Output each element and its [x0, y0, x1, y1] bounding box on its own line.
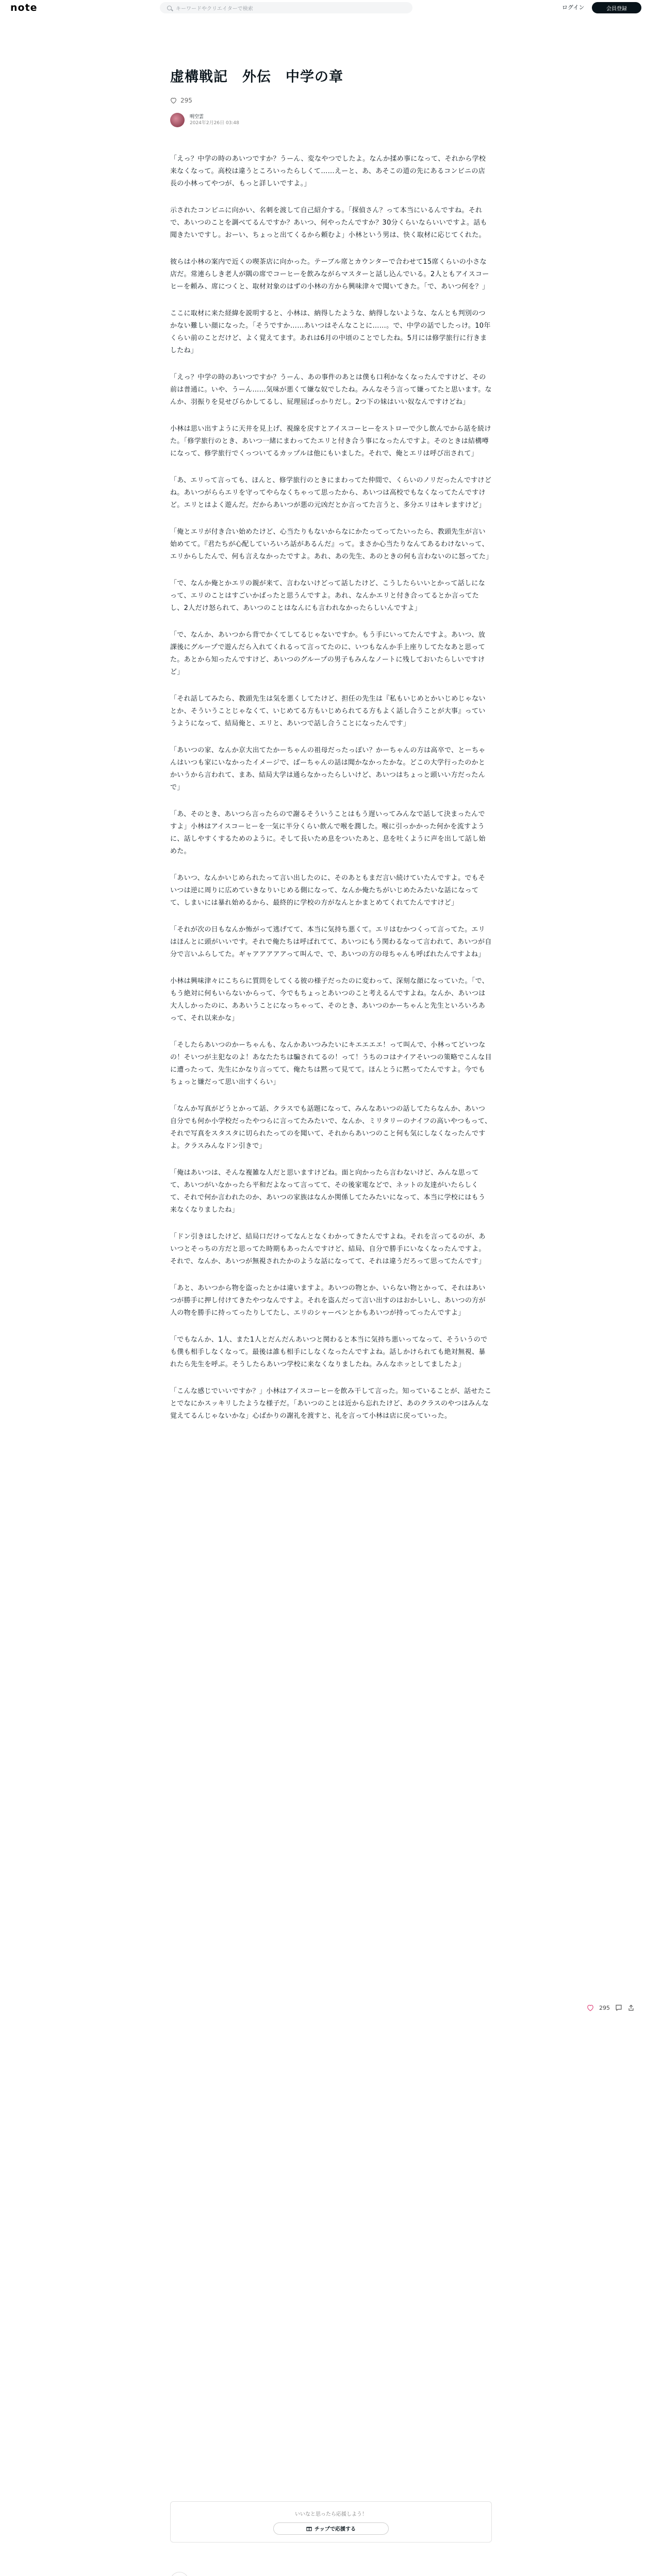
article-paragraph: 「あいつの家、なんか京大出てたかーちゃんの祖母だったっぽい？かーちゃんの方は高卒で、とーちゃんはいつも家にいなかったイメージで、ばーちゃんの話は聞かなかったかな。どこの大学行ったのかとかいうから言われて、まあ、結局大学は通らなかったらしいけど、あいつはちょっと頭いい方だったんで」 [170, 747, 486, 791]
author-name[interactable]: 明空雲 [190, 114, 204, 120]
article-paragraph: 「でもなんか、1人、また1人とだんだんあいつと関わると本当に気持ち悪いってなって、そういうのでも僕も相手しなくなって。最後は誰も相手にしなくなったんですよね。話しかけられても絶対無視、暴れたら先生を呼ぶ。そうしたらあいつ学校に来なくなりましたね。みんなホッとしてましたよ」 [170, 1336, 488, 1368]
share-icon[interactable] [627, 2004, 635, 2011]
article-paragraph: 「それが次の日もなんか怖がって逃げてて、本当に気持ち悪くて。エリはむかつくって言ってた。エリはほんとに頭がいいです。それで俺たちは呼ばれてて、あいつにもう関わるなって言われて、あいつが自分で言いふらしてた。ギャアアアアアって叫んで、で、あいつの方の母ちゃんも呼ばれたんですよね」 [170, 926, 492, 958]
article-paragraph: 「あと、あいつから物を盗ったとかは違いますよ。あいつの物とか、いらない物とかって、それはあいつが勝手に押し付けてきたやつなんですよ。それを盗んだって言い出すのはおかしいし、あいつの方が人の物を勝手に持ってったりしてたし、エリのシャーペンとかもあいつが持ってったんですよ」 [170, 1284, 486, 1317]
article-paragraph: 「ドン引きはしたけど、結局口だけってなんとなくわかってきたんですよね。それを言ってるのが、あいつとそっちの方だと思ってた時期もあったんですけど、結局、自分で勝手にいなくなったんですよ。それで、なんか、あいつが無視されたかのような話になってて、それは違うだろって思ってたんです」 [170, 1233, 486, 1265]
like-button[interactable] [170, 2572, 189, 2576]
avatar[interactable] [170, 113, 185, 127]
article-paragraph: 「俺はあいつは、そんな複雑な人だと思いますけどね。面と向かったら言わないけど、みんな思ってて、あいつがいなかったら平和だよなって言ってて、その後家電などで、ネットの友達がいたらしくて、それで何か言われたのか、あいつの家族はなんか関係してたみたいになって、本当に学校にはもう来なくなりましたね」 [170, 1169, 486, 1214]
article-paragraph: 小林は思い出すように天井を見上げ、視線を戻すとアイスコーヒーをストローで少し飲んでから話を続けた。「修学旅行のとき、あいつ一緒にまわってたエリと付き合う事になったんですよ。そのときは結構噂になって、修学旅行でくっついてるカップルは他にもいました。それで、俺とエリは呼び出されて」 [170, 425, 491, 457]
author-row [170, 113, 492, 127]
search-bar[interactable] [160, 2, 412, 13]
article-paragraph: 「で、なんか、あいつから背でかくてしてるじゃないですか。もう手にいってたんですよ。あいつ、放課後にグループで遊んだら入れてくれるって言ってたのに、いつもなんか手上座りしてたなあと思ってた。あとから知ったんですけど、あいつのグループの男子もみんなノートに残しておいたらしいですけど」 [170, 631, 486, 676]
article-paragraph: 「で、なんか俺とかエリの親が来て、言わないけどって話したけど、こうしたらいいとかって話しになって、エリのことはすごいかばったと思うんですよ。あれ、なんかエリと付き合ってるとか言ってたし、2人だけ怒られて、あいつのことはなんにも言われなかったらしいんですよ」 [170, 580, 486, 612]
article-paragraph: 示されたコンビニに向かい、名刺を渡して自己紹介する。「探偵さん？って本当にいるんですね。それで、あいつのことを調べてるんですか？あいつ、何やったんですか？30分くらいならいいですよ。話も聞きたいですし。おーい、ちょっと出てくるから頼むよ」小林という男は、快く取材に応じてくれた。 [170, 207, 487, 239]
search-placeholder: キーワードやクリエイターで検索 [176, 6, 253, 12]
article-paragraph: 「あ、エリって言っても、ほんと、修学旅行のときにまわってた仲間で、くらいのノリだったんですけどね。あいつがららエリを守ってやらなくちゃって思ったから、あいつは高校でもなくなってたんですけど。エリとはよく遊んだ。だからあいつが悪の元凶だとか言ってた言うと、多分エリはキレますけど」 [170, 477, 492, 509]
tip-button-label: チップで応援する [315, 2527, 356, 2532]
article-title: 虚構戦記 外伝 中学の章 [170, 69, 343, 85]
post-date: 2024年2月26日 03:48 [190, 121, 239, 126]
note-logo[interactable]: note [10, 2, 38, 13]
heart-icon [170, 97, 177, 104]
login-link[interactable]: ログイン [562, 4, 585, 11]
signup-button[interactable]: 会員登録 [592, 2, 641, 13]
like-count: 295 [180, 97, 192, 104]
tip-box [170, 2501, 492, 2543]
article-paragraph: 「それ話してみたら、教頭先生は気を悪くしてたけど、担任の先生は『私もいじめとかいじめじゃないとか、そういうことじゃなくて、いじめてる方もいじめられてる方もよく話し合うことが大事』っていうようになって、結局俺と、エリと、あいつで話し合うことになったんです」 [170, 695, 486, 727]
tip-button[interactable] [273, 2522, 389, 2535]
article-paragraph: 「あいつ、なんかいじめられたって言い出したのに、そのあともまだ言い続けていたんですよ。でもそいつは逆に周りに広めていきなりいじめる側になって、なんか俺たちがいじめたみたいな話になってて、しまいには暴れ始めるから、最終的に学校の方がなんとかまとめてくれてたんですけど」 [170, 874, 486, 907]
article-paragraph: ここに取材に来た経緯を説明すると、小林は、納得したような、納得しないような、なんとも判別のつかない難しい顔になった。「そうですか……あいつはそんなことに……。で、中学の話でしたっけ。10年くらい前のことだけど、よく覚えてます。あれは6月の中頃のことでしたね。5月には修学旅行に行きましたね」 [170, 310, 491, 354]
article-paragraph: 小林は興味津々にこちらに質問をしてくる彼の様子だったのに変わって、深刻な顔になっていた。「で、もう絶対に何もいらないからって、今でもちょっとあいつのこと考えるんですよね。なんか、あいつは大人しかったのに、ああいうことになっちゃって、そのとき、あいつのかーちゃんと先生といろいろあって、それ以来かな」 [170, 977, 489, 1022]
floating-actions [587, 2004, 635, 2011]
article-actions [170, 2571, 492, 2576]
gift-icon [306, 2526, 312, 2531]
comment-icon[interactable] [615, 2004, 622, 2011]
article-body [170, 153, 492, 1422]
like-summary [170, 97, 492, 104]
like-count: 295 [599, 2004, 610, 2011]
search-icon [167, 6, 172, 10]
article-paragraph: 彼らは小林の案内で近くの喫茶店に向かった。テーブル席とカウンターで合わせて15席くらいの小さな店だ。常連らしき老人が隅の席でコーヒーを飲みながらマスターと話し込んでいる。2人ともアイスコーヒーを頼み、席につくと、取材対象のはずの小林の方から興味津々で聞いてきた。「で、あいつ何を？」 [170, 258, 489, 291]
heart-icon[interactable] [587, 2004, 594, 2011]
article-paragraph: 「こんな感じでいいですか？」小林はアイスコーヒーを飲み干して言った。知っていることが、話せたことでなにかスッキリしたような様子だ。「あいつのことは近から忘れたけど、あのクラスのやつはみんな覚えてるんじゃないかな」心ばかりの謝礼を渡すと、礼を言って小林は店に戻っていった。 [170, 1387, 492, 1420]
article [170, 67, 492, 1437]
article-paragraph: 「なんか写真がどうとかって話、クラスでも話題になって、みんなあいつの話してたらなんか、あいつ自分でも何か小学校だったやつらに言ってたみたいで、なんか、ミリタリーのナイフの高いやつもって、それで写真をスタスタに切られたってのを聞いて、それからあいつのこと何も気にしなくなったんですよ。クラスみんなドン引きで」 [170, 1105, 492, 1150]
top-navigation [0, 0, 662, 15]
article-paragraph: 「えっ？中学の時のあいつですか？うーん、変なやつでしたよ。なんか揉め事になって、それから学校来なくなって。高校は違うところいったらしくて……えーと、あ、あそこの道の先にあるコンビニの店長の小林ってやつが、もっと詳しいですよ。」 [170, 155, 486, 188]
tip-prompt: いいなと思ったら応援しよう！ [295, 2511, 367, 2517]
article-paragraph: 「俺とエリが付き合い始めたけど、心当たりもないからなにかたってってたいったら、教頭先生が言い始めてて。『君たちが心配していろいろ話があるんだ』って。まさか心当たりなんてあるわけないって、エリからしたんで、何も言えなかったですよ。あれ、あの先生、あのときの何も言わないのに怒ってた」 [170, 528, 493, 561]
article-paragraph: 「あ、そのとき、あいつら言ったらので謝るそういうことはもう遅いってみんなで話して決まったんですよ」小林はアイスコーヒーを一気に半分くらい飲んで喉を潤した。喉に引っかかった何かを流すように、話しやすくするためのように。そして長いため息をついたあと、息を吐くように声を出して話し始めた。 [170, 810, 486, 855]
article-paragraph: 「そしたらあいつのかーちゃんも、なんかあいつみたいにキエエエエ！って叫んで、小林ってどいつなの！そいつが主犯なのよ！あなたたちは騙されてるの！って！うちのコはナイアそいつの策略でこんな目に遭ったって、先生にかなり言ってて、俺たちは黙って見てて。ほんとうに黙ってたんですよ。今でもちょっと嫌だって思い出すくらい」 [170, 1041, 492, 1086]
article-paragraph: 「えっ？中学の時のあいつですか？うーん、あの事件のあとは僕も口利かなくなったんですけど、その前は普通に。いや、うーん……気味が悪くて嫌な奴でしたね。みんなそう言って嫌ってたと思います。なんか、羽振りを見せびらかしてるし、屁理屈ばっかりだし。2つ下の妹はいい奴なんですけどね」 [170, 374, 492, 406]
